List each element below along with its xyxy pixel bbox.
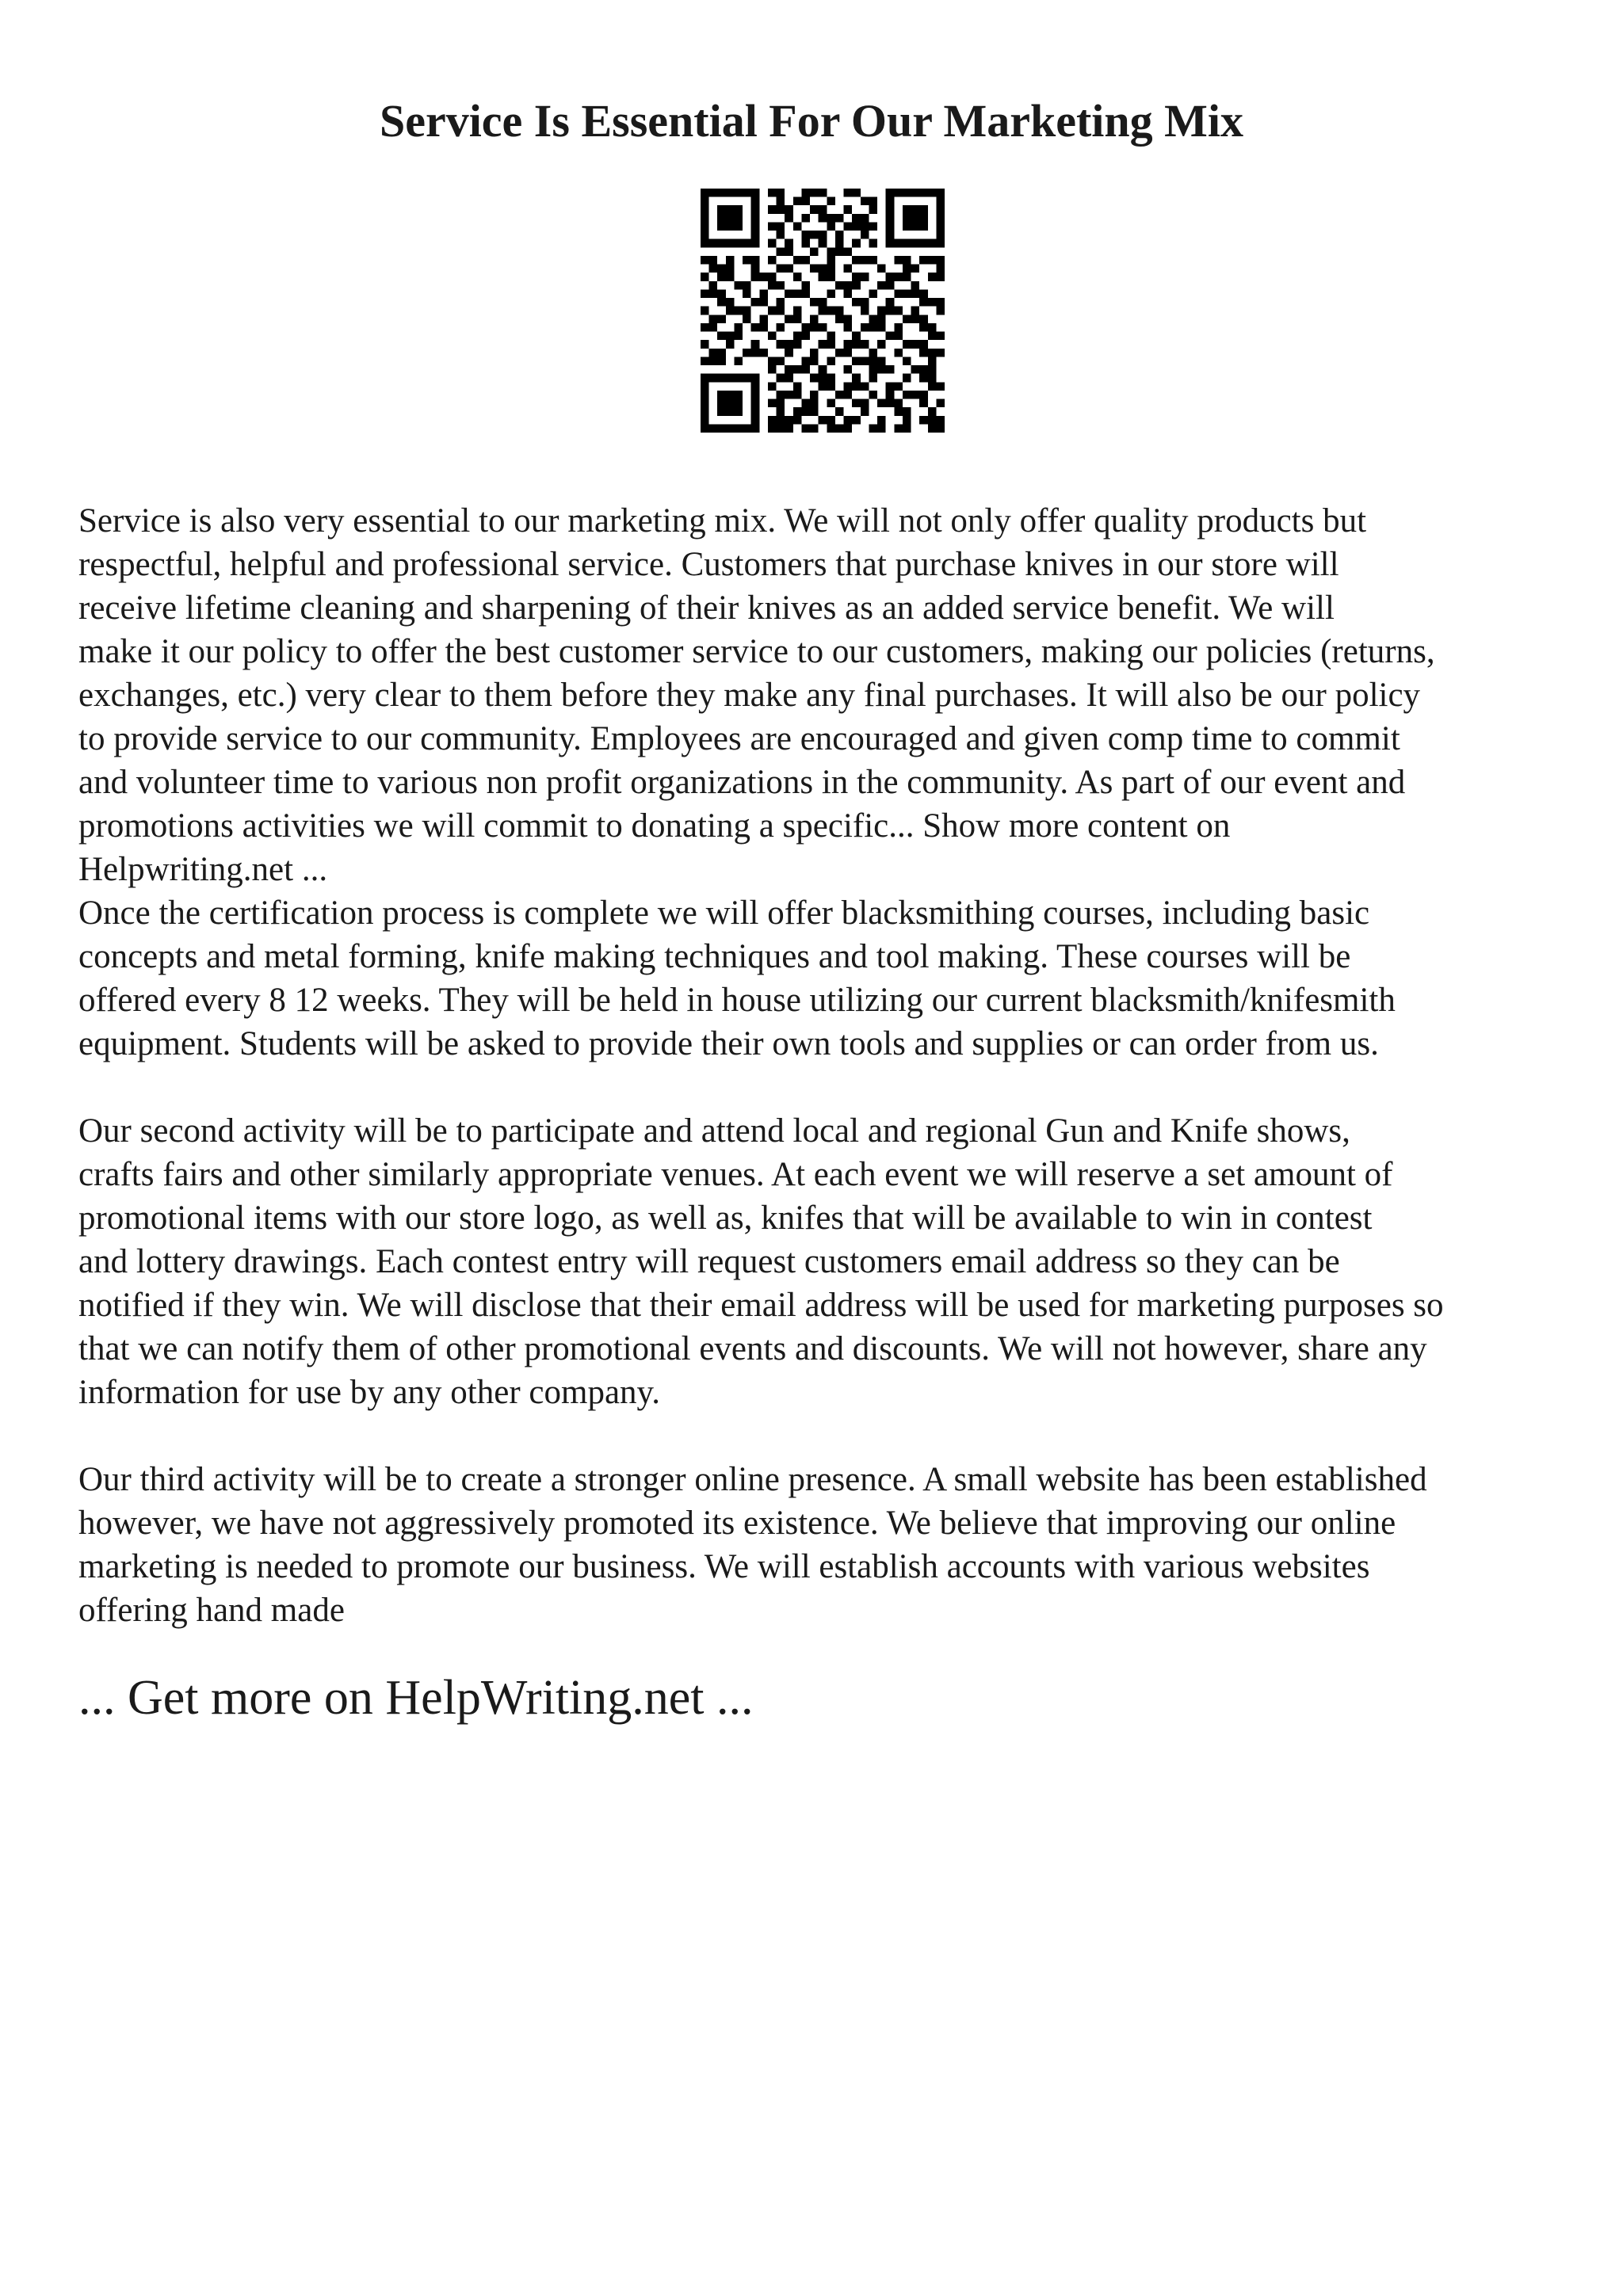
paragraph-third-activity: Our third activity will be to create a stronger online presence. A small website has been established however, we have not aggressively promoted its existence. We believe that improving our online marketing is needed to promote our business. We will establish accounts with various websites offering hand made — [78, 1461, 1427, 1629]
get-more-link[interactable]: ... Get more on HelpWriting.net ... — [78, 1671, 754, 1725]
paragraph-certification: Once the certification process is complete we will offer blacksmithing courses, including basic concepts and metal forming, knife making techniques and tool making. These courses will be offered every 8 12 weeks. They will be held in house utilizing our current blacksmith/knifesmith equipment. Students will be asked to provide their own tools and supplies or can order from us. — [78, 894, 1396, 1062]
document-title: Service Is Essential For Our Marketing Mix — [379, 95, 1244, 147]
document-body — [78, 499, 1568, 1632]
paragraph-second-activity: Our second activity will be to participate and attend local and regional Gun and Knife shows, crafts fairs and other similarly appropriate venues. At each event we will reserve a set amount of promotional items with our store logo, as well as, knifes that will be available to win in contest and lottery drawings. Each contest entry will request customers email address so they can be notified if they win. We will disclose that their email address will be used for marketing purposes so that we can notify them of other promotional events and discounts. We will not however, share any information for use by any other company. — [78, 1112, 1444, 1411]
qr-code-graphic — [701, 189, 945, 433]
paragraph-service: Service is also very essential to our marketing mix. We will not only offer quality products but respectful, helpful and professional service. Customers that purchase knives in our store will receive lifetime cleaning and sharpening of their knives as an added service benefit. We will make it our policy to offer the best customer service to our customers, making our policies (returns, exchanges, etc.) very clear to them before they make any final purchases. It will also be our policy to provide service to our community. Employees are encouraged and given comp time to commit and volunteer time to various non profit organizations in the community. As part of our event and promotions activities we will commit to donating a specific... Show more content on Helpwriting.net ... — [78, 502, 1435, 888]
qr-code-icon[interactable] — [701, 189, 945, 433]
